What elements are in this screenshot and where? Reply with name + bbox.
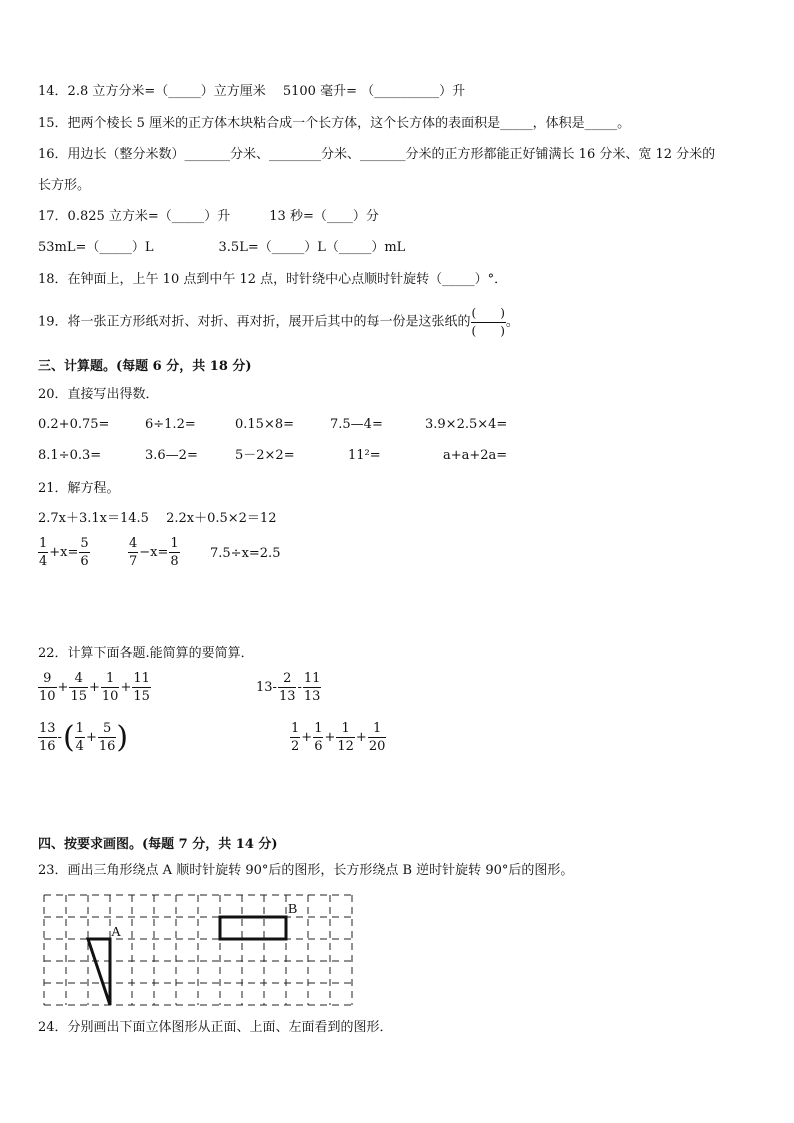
calc-item: 3.9×2.5×4= — [425, 417, 508, 432]
fraction-denominator: 13 — [278, 689, 296, 704]
plus-sign: + — [355, 730, 367, 745]
fraction — [336, 720, 355, 755]
question-19-text: 19．将一张正方形纸对折、对折、再对折，展开后其中的每一份是这张纸的 — [38, 314, 471, 330]
question-22-expression-4 — [290, 720, 386, 755]
point-a-label: A — [111, 925, 122, 940]
calc-item: 5－2×2= — [235, 448, 295, 463]
question-22: 22．计算下面各题.能简算的要简算． — [38, 646, 254, 661]
section-3-title: 三、计算题。(每题 6 分，共 18 分) — [38, 359, 252, 374]
fraction — [98, 720, 117, 755]
fraction-numerator: 2 — [283, 671, 292, 686]
calc-item: 6÷1.2= — [145, 417, 196, 432]
question-19-end: 。 — [505, 314, 519, 330]
fraction — [79, 535, 89, 570]
question-21: 21．解方程。 — [38, 481, 120, 496]
question-15: 15．把两个棱长 5 厘米的正方体木块粘合成一个长方体，这个长方体的表面积是_____，体积是_____。 — [38, 116, 631, 131]
fraction-denominator: 2 — [291, 739, 300, 754]
calc-item: 3.6—2= — [145, 448, 198, 463]
fraction-numerator: 5 — [80, 536, 89, 551]
fraction-denominator: 16 — [39, 739, 56, 754]
left-parenthesis: ( — [62, 719, 75, 755]
calc-item: 0.2+0.75= — [38, 417, 110, 432]
fraction-numerator: 1 — [75, 721, 84, 736]
minus-sign: - — [57, 730, 62, 745]
fraction-denominator: 10 — [101, 689, 119, 704]
calc-item: 8.1÷0.3= — [38, 448, 102, 463]
equation-operator: −x= — [139, 545, 169, 560]
calc-item: a+a+2a= — [443, 448, 508, 463]
fraction-denominator: 20 — [368, 739, 386, 754]
fraction-denominator: 4 — [39, 554, 48, 569]
fraction-numerator: 1 — [314, 721, 323, 736]
fraction — [303, 670, 322, 705]
fraction — [75, 720, 85, 755]
fraction-denominator: 15 — [133, 689, 150, 704]
fraction — [368, 720, 387, 755]
question-21-equation-3: 7.5÷x=2.5 — [210, 546, 281, 561]
fraction-denominator: 4 — [75, 739, 84, 754]
fraction-numerator: 5 — [102, 721, 112, 736]
fraction-denominator: 7 — [129, 554, 138, 569]
question-21-row-1: 2.7x＋3.1x＝14.5 2.2x＋0.5×2＝12 — [38, 511, 277, 526]
plus-sign: + — [301, 730, 313, 745]
question-16-line-2: 长方形。 — [38, 178, 91, 193]
right-parenthesis: ) — [116, 719, 129, 755]
fraction-numerator: 1 — [39, 536, 48, 551]
fraction-denominator: 6 — [80, 554, 89, 569]
fraction — [69, 670, 88, 705]
fraction-numerator: ( ) — [471, 306, 505, 320]
fraction-numerator: 1 — [341, 721, 350, 736]
fraction-denominator: 12 — [337, 739, 354, 754]
point-b-label: B — [288, 902, 298, 917]
fraction — [169, 535, 179, 570]
fraction-numerator: 1 — [291, 721, 300, 736]
fraction-numerator: 11 — [133, 671, 150, 686]
calc-item: 7.5—4= — [330, 417, 383, 432]
equation-operator: +x= — [49, 545, 79, 560]
fraction-numerator: 9 — [43, 671, 52, 686]
question-22-expression-3 — [38, 720, 128, 755]
fraction-denominator: ( ) — [471, 324, 505, 338]
section-4-title: 四、按要求画图。(每题 7 分，共 14 分) — [38, 837, 278, 852]
question-16-line-1: 16．用边长（整分米数）_______分米、________分米、_______分米的正方形都能正好铺满长 16 分米、宽 12 分米的 — [38, 147, 716, 162]
fraction-denominator: 6 — [314, 739, 323, 754]
question-23: 23．画出三角形绕点 A 顺时针旋转 90°后的图形，长方形绕点 B 逆时针旋转 90°后的图形。 — [38, 863, 574, 878]
fraction-numerator: 13 — [39, 721, 56, 736]
triangle-shape — [88, 939, 110, 1005]
fraction — [38, 535, 48, 570]
fraction-denominator: 16 — [98, 739, 116, 754]
fraction — [38, 670, 57, 705]
question-24: 24．分别画出下面立体图形从正面、上面、左面看到的图形． — [38, 1020, 393, 1035]
fraction — [313, 720, 323, 755]
fraction-numerator: 4 — [129, 536, 138, 551]
fraction-numerator: 1 — [170, 536, 179, 551]
fraction-numerator: 11 — [303, 671, 321, 686]
plus-sign: + — [324, 730, 336, 745]
question-21-equation-2 — [128, 535, 180, 570]
calc-item: 11²= — [348, 448, 381, 463]
rectangle-shape — [220, 917, 286, 939]
question-19 — [38, 305, 519, 340]
question-19-fraction — [471, 305, 506, 340]
question-14: 14．2.8 立方分米=（_____）立方厘米 5100 毫升= （__________）升 — [38, 84, 466, 99]
question-22-expression-1 — [38, 670, 151, 705]
fraction — [278, 670, 297, 705]
fraction — [101, 670, 120, 705]
question-17-line-1: 17．0.825 立方米=（_____）升 13 秒=（____）分 — [38, 209, 379, 224]
fraction-numerator: 1 — [372, 721, 382, 736]
plus-sign: + — [57, 680, 69, 695]
question-22-expression-2 — [255, 670, 321, 705]
fraction-denominator: 13 — [303, 689, 321, 704]
fraction-denominator: 15 — [70, 689, 87, 704]
fraction-numerator: 4 — [74, 671, 83, 686]
leading-term: 13- — [256, 680, 277, 695]
question-21-equation-1 — [38, 535, 90, 570]
fraction — [132, 670, 151, 705]
fraction — [128, 535, 138, 570]
question-20: 20．直接写出得数． — [38, 387, 159, 402]
plus-sign: + — [89, 680, 100, 695]
minus-sign: - — [297, 680, 302, 695]
fraction — [290, 720, 300, 755]
fraction-denominator: 8 — [170, 554, 179, 569]
plus-sign: + — [120, 680, 132, 695]
calc-item: 0.15×8= — [235, 417, 295, 432]
fraction-numerator: 1 — [106, 671, 115, 686]
fraction-denominator: 10 — [39, 689, 56, 704]
fraction — [38, 720, 57, 755]
plus-sign: + — [85, 730, 97, 745]
question-18: 18．在钟面上，上午 10 点到中午 12 点，时针绕中心点顺时针旋转（_____）°． — [38, 272, 508, 287]
rotation-grid-figure — [38, 893, 358, 1008]
question-17-line-2: 53mL=（_____）L 3.5L=（_____）L（_____）mL — [38, 240, 406, 255]
